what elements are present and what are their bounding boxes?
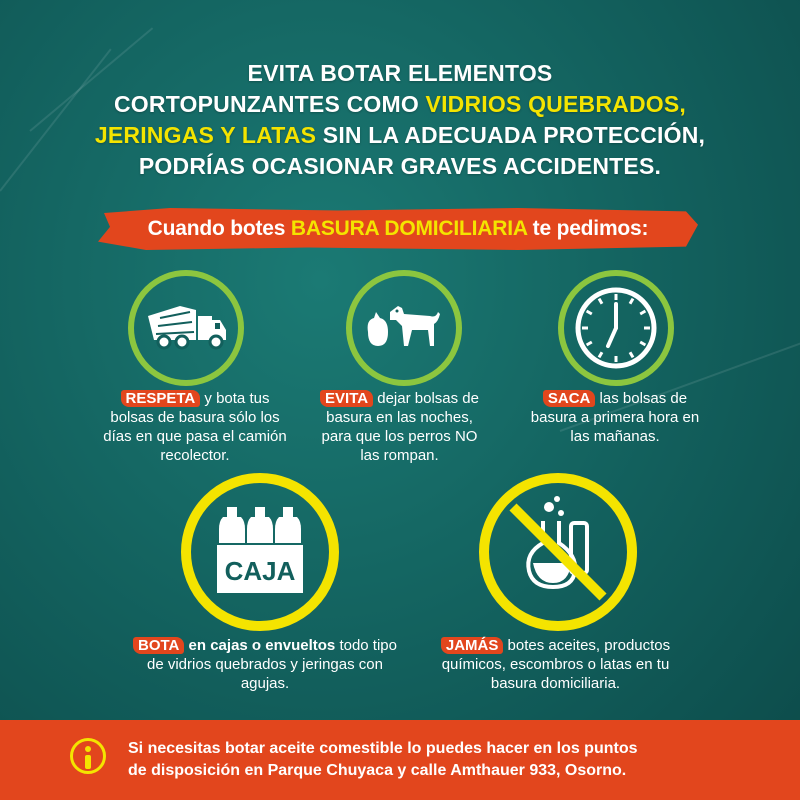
tip-saca-text: las bolsas de basura a primera hora en las mañanas.	[530, 390, 700, 445]
banner-prefix: Cuando botes	[147, 217, 291, 240]
tip-evita	[312, 389, 487, 465]
headline-highlight-glass: VIDRIOS QUEBRADOS,	[425, 91, 686, 117]
garbage-truck-icon	[128, 270, 244, 386]
headline	[40, 58, 760, 182]
headline-line-4: PODRÍAS OCASIONAR GRAVES ACCIDENTES.	[138, 153, 662, 179]
headline-line-3-text: SIN LA ADECUADA PROTECCIÓN,	[316, 122, 706, 148]
tip-evita-text: dejar bolsas de basura en las noches, para que los perros NO las rompan.	[321, 390, 479, 464]
banner-highlight: BASURA DOMICILIARIA	[290, 217, 528, 240]
tip-bota-tag: BOTA	[133, 637, 184, 654]
banner-suffix: te pedimos:	[527, 217, 649, 240]
tip-jamas-text: botes aceites, productos químicos, escombros o latas en tu basura domiciliaria.	[441, 637, 671, 692]
headline-highlight-syringes: JERINGAS Y LATAS	[94, 122, 317, 148]
info-text	[128, 738, 768, 782]
headline-line-1: EVITA BOTAR ELEMENTOS	[247, 60, 553, 86]
info-icon	[70, 738, 106, 774]
headline-line-3	[40, 120, 760, 151]
banner	[98, 216, 698, 242]
tip-respeta-tag: RESPETA	[121, 390, 201, 407]
dog-with-bag-icon	[346, 270, 462, 386]
tip-bota-text: todo tipo de vidrios quebrados y jeringas con agujas.	[147, 637, 397, 692]
tip-jamas-tag: JAMÁS	[441, 637, 504, 654]
tip-bota	[130, 636, 400, 693]
clock-icon	[558, 270, 674, 386]
tip-respeta-text: y bota tus bolsas de basura sólo los días en que pasa el camión recolector.	[103, 390, 287, 464]
headline-line-2-text: CORTOPUNZANTES COMO	[114, 91, 426, 117]
headline-line-2	[40, 89, 760, 120]
no-chemicals-icon	[479, 473, 637, 631]
info-line-1: Si necesitas botar aceite comestible lo puedes hacer en los puntos	[128, 740, 638, 757]
tip-saca	[530, 389, 700, 446]
info-line-2: de disposición en Parque Chuyaca y calle Amthauer 933, Osorno.	[128, 762, 627, 779]
tip-bota-bold: en cajas o envueltos	[184, 637, 336, 654]
box-label: CAJA	[224, 556, 296, 586]
tip-evita-tag: EVITA	[320, 390, 373, 407]
tip-jamas	[428, 636, 683, 693]
bottle-box-icon	[181, 473, 339, 631]
tip-respeta	[100, 389, 290, 465]
tip-saca-tag: SACA	[543, 390, 596, 407]
